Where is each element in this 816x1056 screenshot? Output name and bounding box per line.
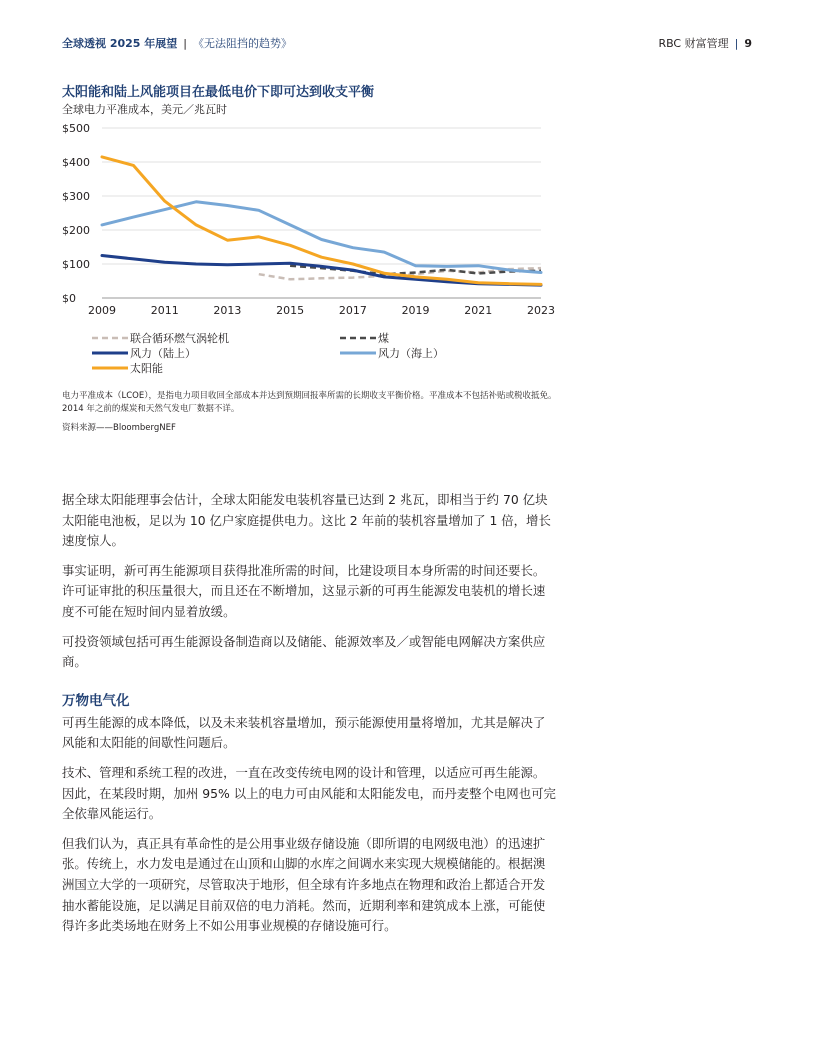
paragraph-permits: 事实证明，新可再生能源项目获得批准所需的时间，比建设项目本身所需的时间还要长。许可证审批的积压量很大，而且还在不断增加，这显示新的可再生能源发电装机的增长速度不可能在短时间内显着放缓。 <box>62 562 546 619</box>
section-heading: 万物电气化 <box>62 692 130 709</box>
legend-label: 太阳能 <box>130 362 163 375</box>
series-line <box>102 256 541 286</box>
legend-label: 风力（海上） <box>378 347 444 360</box>
y-tick-label: $300 <box>62 190 90 203</box>
x-tick-label: 2023 <box>527 304 555 317</box>
x-tick-label: 2011 <box>150 304 179 317</box>
chart-subtitle: 全球电力平准成本，美元／兆瓦时 <box>62 103 227 116</box>
x-tick-label: 2019 <box>401 304 430 317</box>
chart-source: 资料来源——BloombergNEF <box>62 423 176 433</box>
report-subtitle: 《无法阻挡的趋势》 <box>193 37 292 50</box>
chart-note: 电力平准成本（LCOE），是指电力项目收回全部成本并达到预期回报率所需的长期收支平衡价格。平准成本不包括补贴或税收抵免。2014 年之前的煤炭和天然气发电厂数据不详。 <box>62 391 557 414</box>
page-number: 9 <box>744 37 752 50</box>
x-tick-label: 2015 <box>276 304 305 317</box>
body-text <box>62 490 557 946</box>
paragraph-solar-capacity: 据全球太阳能理事会估计，全球太阳能发电装机容量已达到 2 兆瓦，即相当于约 70 亿块太阳能电池板，足以为 10 亿户家庭提供电力。这比 2 年前的装机容量增加了 1 倍，增长速度惊人。 <box>62 492 551 549</box>
paragraph-cost-decline: 可再生能源的成本降低，以及未来装机容量增加，预示能源使用量将增加，尤其是解决了风能和太阳能的间歇性问题后。 <box>62 714 546 751</box>
y-tick-label: $100 <box>62 258 90 271</box>
header-separator-right: | <box>734 37 739 50</box>
legend-label: 风力（陆上） <box>130 347 196 360</box>
x-tick-label: 2017 <box>338 304 367 317</box>
y-tick-label: $0 <box>62 292 76 305</box>
x-tick-label: 2013 <box>213 304 242 317</box>
x-tick-label: 2009 <box>88 304 116 317</box>
header-separator: | <box>183 37 187 50</box>
paragraph-grid-storage: 但我们认为，真正具有革命性的是公用事业级存储设施（即所谓的电网级电池）的迅速扩张。传统上，水力发电是通过在山顶和山脚的水库之间调水来实现大规模储能的。根据澳洲国立大学的一项研究，尽管取决于地形，但全球有许多地点在物理和政治上都适合开发抽水蓄能设施，足以满足目前双倍的电力消耗。然而，近期利率和建筑成本上涨，可能使得许多此类场地在财务上不如公用事业规模的存储设施可行。 <box>62 835 546 934</box>
y-tick-label: $200 <box>62 224 90 237</box>
paragraph-grid-engineering: 技术、管理和系统工程的改进，一直在改变传统电网的设计和管理，以适应可再生能源。因此，在某段时期，加州 95% 以上的电力可由风能和太阳能发电，而丹麦整个电网也可完全依靠风能运行。 <box>62 764 556 822</box>
y-tick-label: $400 <box>62 156 90 169</box>
legend-label: 煤 <box>378 332 389 345</box>
report-title: 全球透视 2025 年展望 <box>62 37 178 50</box>
y-tick-label: $500 <box>62 122 90 135</box>
chart-title: 太阳能和陆上风能项目在最低电价下即可达到收支平衡 <box>62 85 375 100</box>
lcoe-line-chart <box>0 0 816 440</box>
brand-name: RBC 财富管理 <box>658 37 729 50</box>
legend-label: 联合循环燃气涡轮机 <box>130 332 229 345</box>
paragraph-investable: 可投资领域包括可再生能源设备制造商以及储能、能源效率及／或智能电网解决方案供应商。 <box>62 633 546 670</box>
x-tick-label: 2021 <box>464 304 493 317</box>
